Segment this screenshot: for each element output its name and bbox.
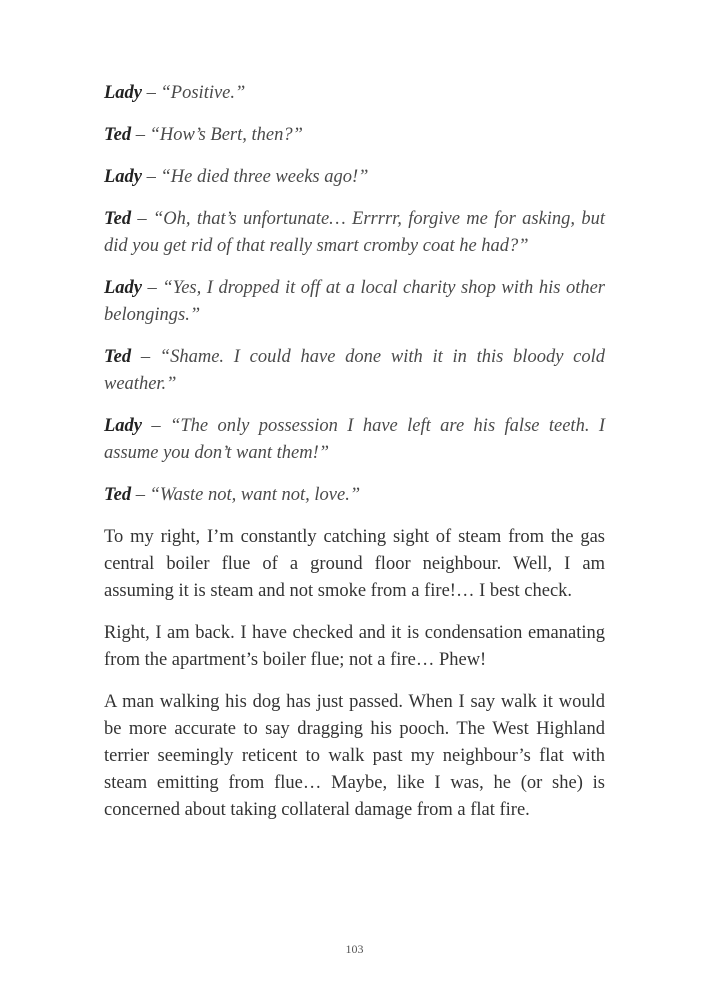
dialogue-dash: – (131, 125, 150, 145)
speaker-name: Lady (104, 278, 143, 298)
speaker-name: Ted (104, 485, 132, 505)
dialogue-dash: – (142, 416, 171, 436)
dialogue-line (104, 344, 605, 398)
dialogue-line (104, 413, 605, 467)
page-number: 103 (345, 942, 364, 956)
prose-paragraph: To my right, I’m constantly catching sight of steam from the gas central boiler flue of a ground floor neighbour. Well, I am assuming it is steam and not smoke from a fire!… I best check. (104, 527, 605, 601)
speaker-name: Lady (104, 167, 143, 187)
dialogue-dash: – (131, 347, 160, 367)
dialogue-dash: – (142, 278, 163, 298)
speaker-name: Ted (104, 125, 132, 145)
dialogue-line (104, 164, 605, 191)
page-body (104, 80, 605, 839)
speaker-name: Ted (104, 209, 132, 229)
dialogue-quote: “Yes, I dropped it off at a local charity shop with his other belongings.” (104, 278, 605, 325)
dialogue-quote: “Shame. I could have done with it in this bloody cold weather.” (104, 347, 605, 394)
dialogue-quote: “Waste not, want not, love.” (149, 485, 361, 505)
dialogue-dash: – (131, 209, 153, 229)
dialogue-quote: “Positive.” (160, 83, 246, 103)
dialogue-line (104, 206, 605, 260)
prose-paragraph: Right, I am back. I have checked and it is condensation emanating from the apartment’s boiler flue; not a fire… Phew! (104, 623, 605, 670)
dialogue-dash: – (142, 83, 161, 103)
dialogue-quote: “How’s Bert, then?” (149, 125, 303, 145)
dialogue-quote: “He died three weeks ago!” (160, 167, 369, 187)
dialogue-line (104, 122, 605, 149)
speaker-name: Lady (104, 416, 143, 436)
dialogue-line (104, 482, 605, 509)
speaker-name: Lady (104, 83, 143, 103)
dialogue-quote: “The only possession I have left are his false teeth. I assume you don’t want them!” (104, 416, 606, 463)
dialogue-line (104, 80, 605, 107)
dialogue-quote: “Oh, that’s unfortunate… Errrrr, forgive me for asking, but did you get rid of that really smart cromby coat he had?” (104, 209, 606, 256)
dialogue-dash: – (131, 485, 150, 505)
dialogue-line (104, 275, 605, 329)
prose-paragraph: A man walking his dog has just passed. When I say walk it would be more accurate to say dragging his pooch. The West Highland terrier seemingly reticent to walk past my neighbour’s flat with steam emitting from flue… Maybe, like I was, he (or she) is concerned about taking collateral damage from a flat fire. (104, 692, 605, 820)
speaker-name: Ted (104, 347, 132, 367)
dialogue-dash: – (142, 167, 161, 187)
